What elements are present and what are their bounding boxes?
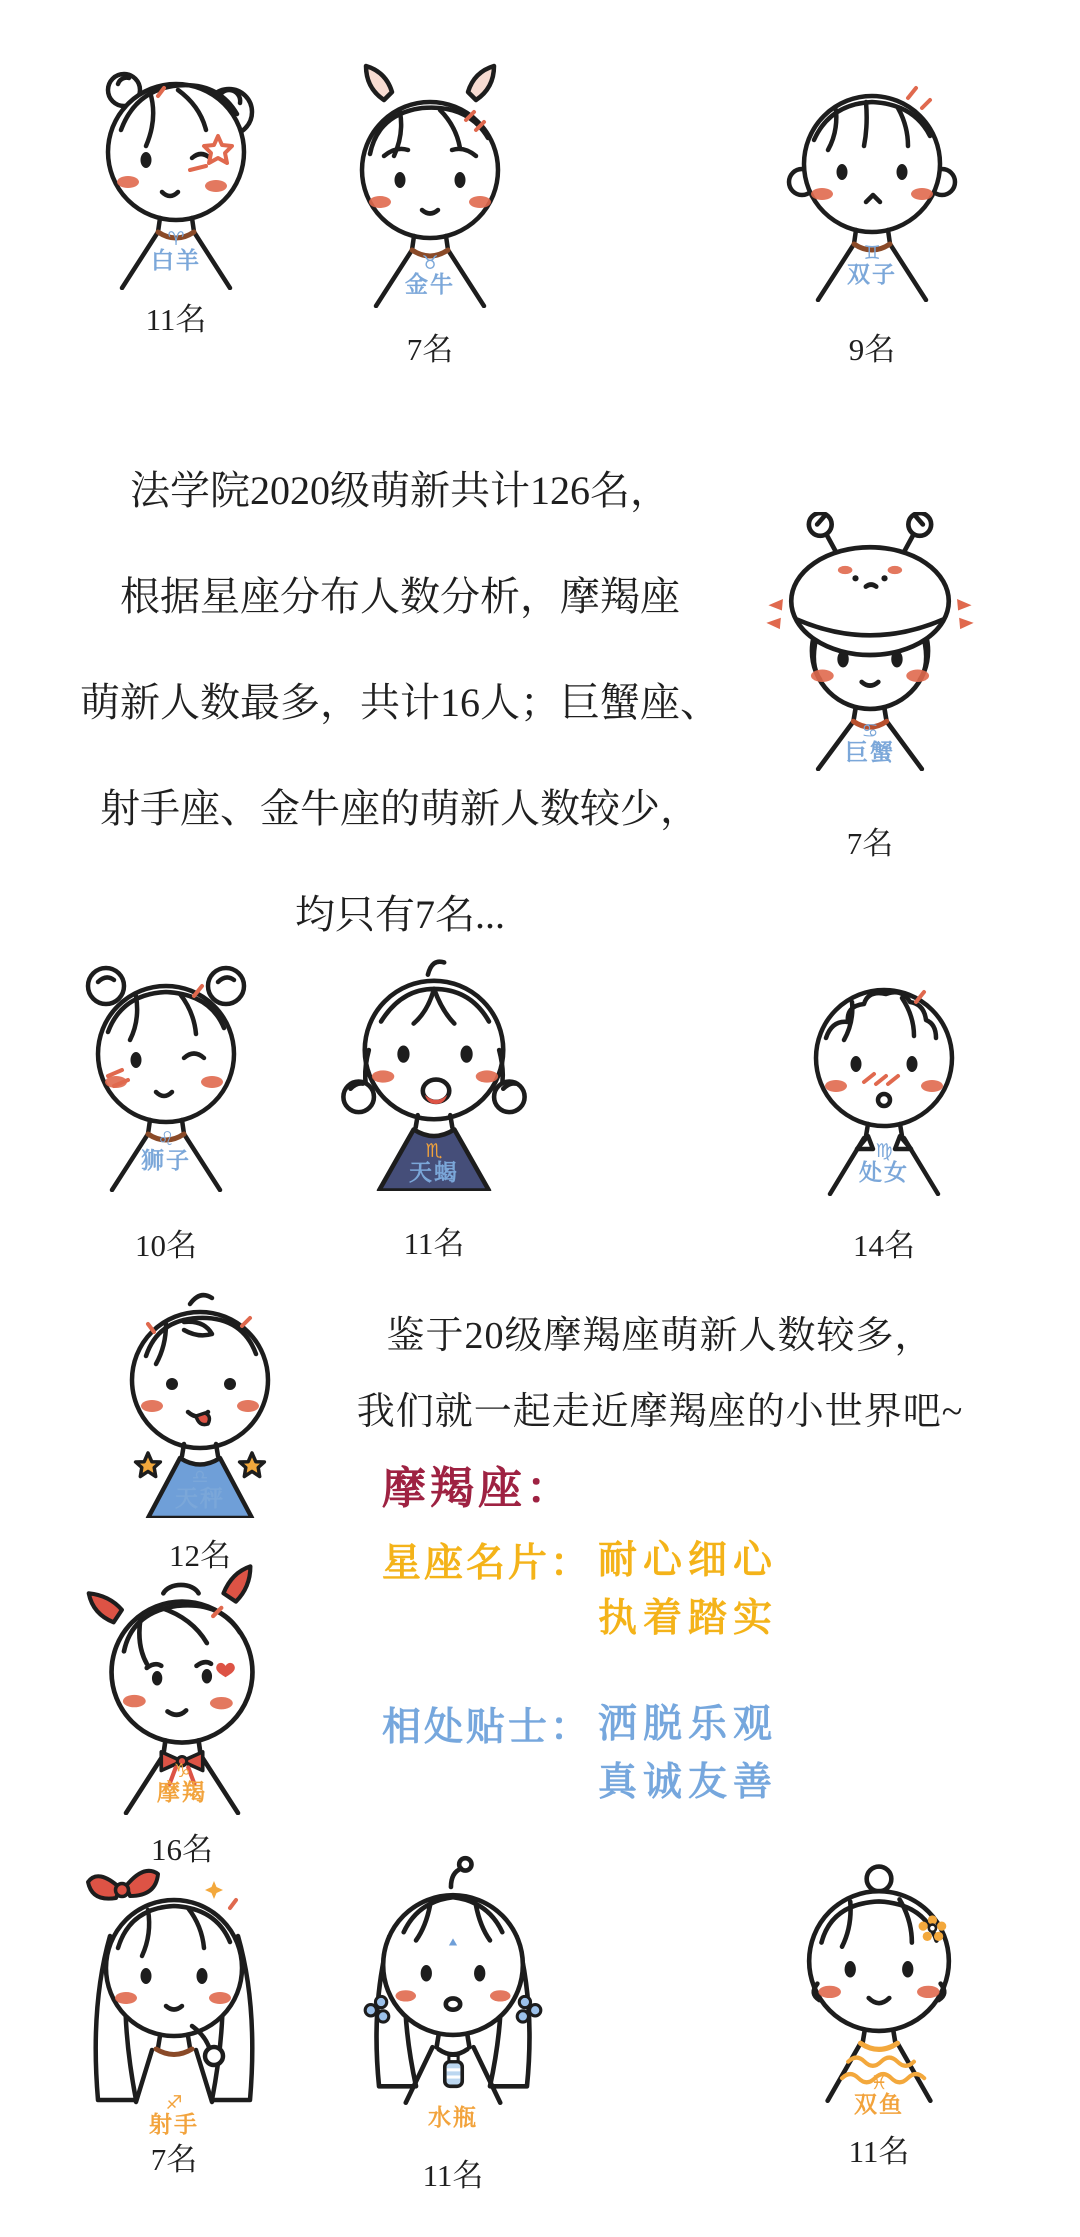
libra-count: 12名 — [169, 1538, 231, 1573]
capricorn-title: 摩羯座： — [382, 1464, 574, 1513]
leo-count: 10名 — [135, 1228, 197, 1263]
gemini-card — [762, 52, 982, 367]
gemini-shirt-label: ♊ 双子 — [847, 242, 897, 288]
tips-label: 相处贴士： — [382, 1706, 593, 1749]
leo-card — [56, 942, 276, 1263]
cancer-card — [756, 512, 984, 861]
lead-line: 鉴于20级摩羯座萌新人数较多， — [386, 1315, 934, 1357]
capricorn-zodiac-symbol: ♑ — [173, 1760, 191, 1782]
aries-card — [66, 40, 286, 340]
gemini-count: 9名 — [848, 332, 896, 367]
sagittarius-card — [64, 1856, 284, 2186]
aquarius-shirt-label: 水瓶 — [428, 2105, 478, 2130]
intro-line: 均只有7名... — [295, 892, 505, 937]
scorpio-count: 11名 — [403, 1226, 465, 1261]
scorpio-shirt-label: ♏ 天蝎 — [409, 1140, 459, 1186]
pisces-zodiac-symbol: ♓ — [870, 2072, 888, 2094]
pisces-card — [766, 1846, 992, 2186]
trait: 洒脱乐观 — [598, 1703, 779, 1746]
virgo-card — [774, 946, 994, 1263]
capricorn-shirt-label: ♑ 摩羯 — [157, 1760, 207, 1806]
virgo-shirt-label: ♍ 处女 — [859, 1140, 909, 1186]
leo-zodiac-symbol: ♌ — [157, 1128, 175, 1150]
bottle-pendant — [445, 2055, 462, 2086]
virgo-count: 14名 — [853, 1228, 915, 1263]
sagittarius-shirt-label: ♐ 射手 — [149, 2092, 199, 2138]
trait: 耐心细心 — [598, 1539, 779, 1582]
trait: 执着踏实 — [598, 1597, 779, 1640]
trait: 真诚友善 — [598, 1761, 779, 1804]
sagittarius-illustration — [64, 1856, 284, 2106]
pisces-shirt-label: ♓ 双鱼 — [854, 2072, 904, 2118]
taurus-shirt-label: ♉ 金牛 — [405, 252, 455, 298]
capricorn-card — [68, 1556, 296, 1866]
capricorn-count: 16名 — [151, 1832, 213, 1867]
leo-shirt-label: ♌ 狮子 — [141, 1128, 191, 1174]
intro-line: 法学院2020级萌新共计126名， — [130, 468, 670, 513]
gemini-zodiac-symbol: ♊ — [863, 242, 881, 264]
capricorn-lead-text — [270, 1298, 1050, 1450]
taurus-zodiac-symbol: ♉ — [421, 252, 439, 274]
libra-shirt-label: ♎ 天秤 — [175, 1466, 225, 1512]
tips-traits — [598, 1696, 778, 1812]
taurus-card — [320, 58, 540, 367]
scorpio-zodiac-symbol: ♏ — [425, 1140, 443, 1162]
intro-line: 萌新人数最多，共计16人；巨蟹座、 — [80, 680, 720, 725]
lead-line: 我们就一起走近摩羯座的小世界吧~ — [356, 1391, 964, 1433]
cancer-shirt-label: ♋ 巨蟹 — [845, 720, 895, 766]
tips-row — [382, 1696, 778, 1812]
pisces-illustration — [766, 1846, 992, 2103]
aries-count: 11名 — [145, 302, 207, 337]
pisces-count: 11名 — [848, 2134, 910, 2169]
intro-line: 根据星座分布人数分析，摩羯座 — [120, 574, 680, 619]
sagittarius-count: 7名 — [150, 2142, 198, 2177]
virgo-zodiac-symbol: ♍ — [875, 1140, 893, 1162]
aquarius-count: 11名 — [422, 2158, 484, 2193]
name-card-label: 星座名片： — [382, 1542, 593, 1585]
cancer-count: 7名 — [846, 826, 894, 861]
aquarius-card — [340, 1850, 566, 2193]
name-card-traits — [598, 1532, 778, 1648]
intro-paragraph — [40, 438, 760, 968]
cancer-zodiac-symbol: ♋ — [861, 720, 879, 742]
capricorn-info-block — [382, 1452, 778, 1812]
taurus-count: 7名 — [406, 332, 454, 367]
libra-zodiac-symbol: ♎ — [191, 1466, 209, 1488]
name-card-row — [382, 1532, 778, 1648]
sagittarius-zodiac-symbol: ♐ — [165, 2092, 183, 2114]
scorpio-card — [322, 936, 546, 1261]
aries-zodiac-symbol: ♈ — [167, 228, 185, 250]
aquarius-illustration — [340, 1850, 566, 2107]
aries-shirt-label: ♈ 白羊 — [151, 228, 201, 274]
intro-line: 射手座、金牛座的萌新人数较少， — [100, 786, 700, 831]
